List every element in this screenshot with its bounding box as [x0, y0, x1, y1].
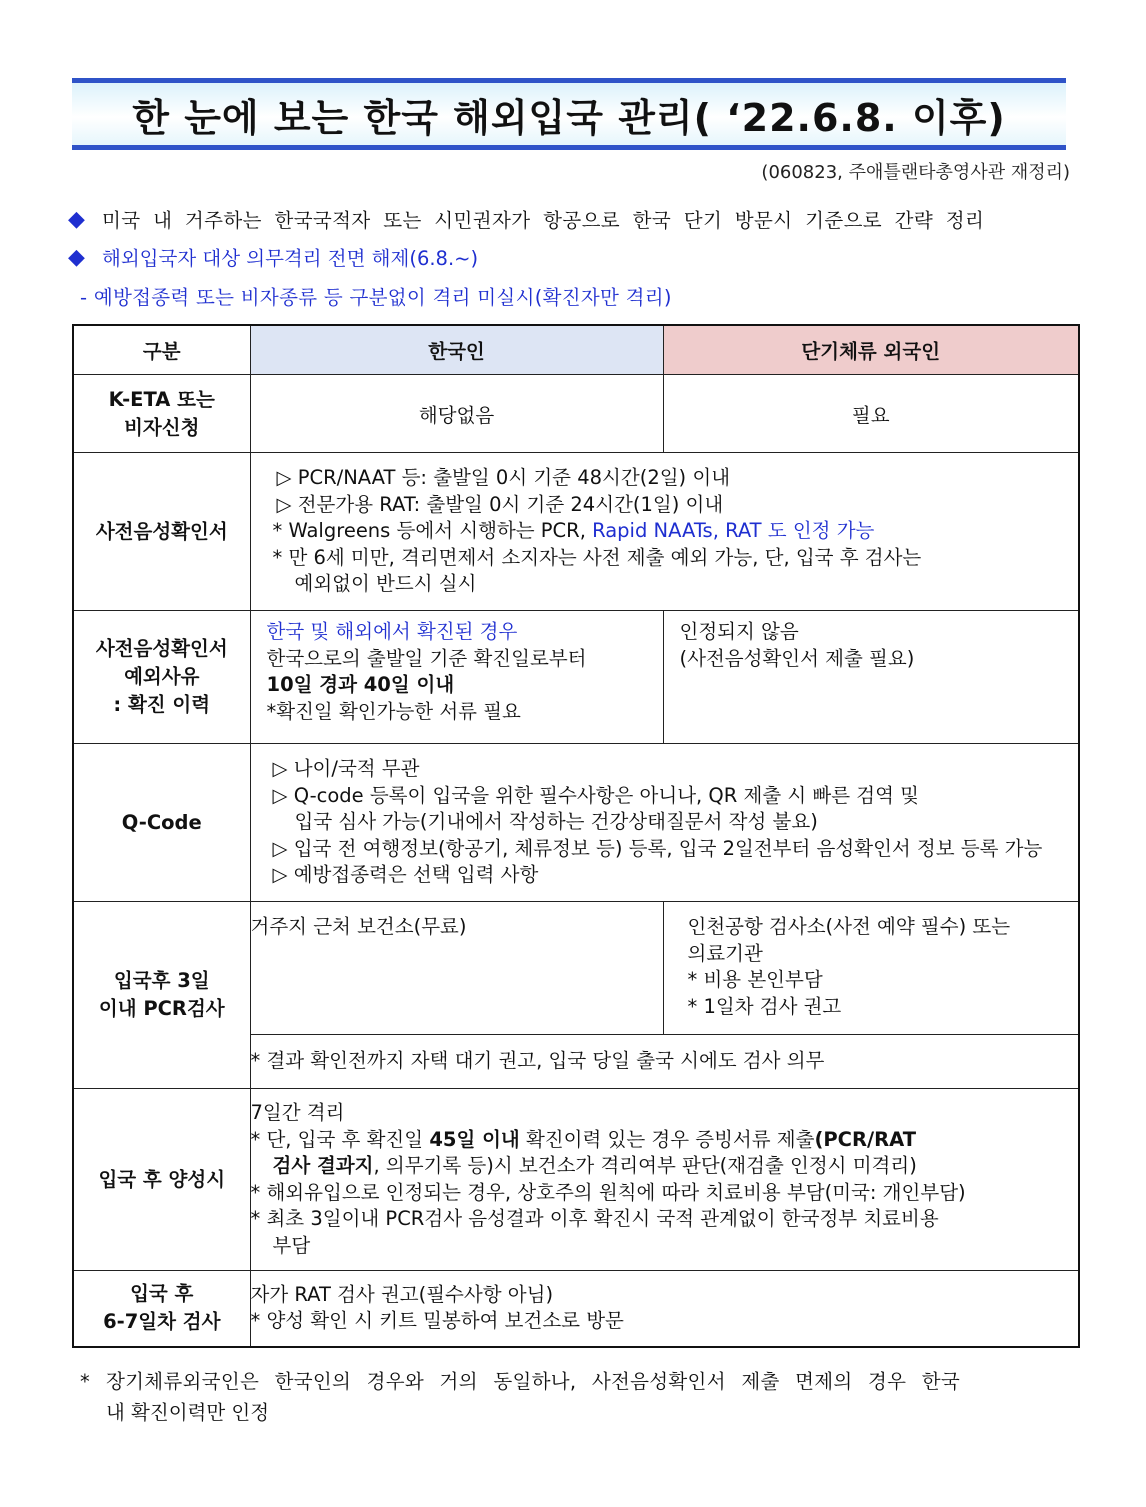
source-note: (060823, 주애틀랜타총영사관 재정리) — [761, 162, 1070, 183]
row-label-pretest: 사전음성확인서 — [73, 453, 250, 611]
asterisk-icon: * — [80, 1370, 91, 1393]
pretest-content: ▷ PCR/NAAT 등: 출발일 0시 기준 48시간(2일) 이내 ▷ 전문가용 RAT: 출발일 0시 기준 24시간(1일) 이내 * Walgreens 등에서 시행하는 PCR, Rapid NAATs, RAT 도 인정 가능 * 만 6세 미만, 격리면제서 소지자는 사전 제출 예외 가능, 단, 입국 후 검사는 예외없이 반드시 실시 — [250, 453, 1079, 611]
keta-foreigner: 필요 — [663, 375, 1079, 453]
diamond-icon: ◆ — [68, 206, 85, 232]
bullet-item — [68, 205, 1072, 233]
keta-korean: 해당없음 — [250, 375, 663, 453]
sub-note: - 예방접종력 또는 비자종류 등 구분없이 격리 미실시(확진자만 격리) — [80, 286, 672, 309]
table-row — [73, 453, 1079, 611]
table-row — [73, 1089, 1079, 1271]
table-row — [73, 744, 1079, 902]
row-label-day67: 입국 후 6-7일차 검사 — [73, 1271, 250, 1347]
header-korean: 한국인 — [250, 325, 663, 375]
row-label-exception: 사전음성확인서 예외사유 : 확진 이력 — [73, 611, 250, 744]
diamond-icon: ◆ — [68, 244, 85, 270]
qcode-content: ▷ 나이/국적 무관 ▷ Q-code 등록이 입국을 위한 필수사항은 아니나, QR 제출 시 빠른 검역 및 입국 심사 가능(기내에서 작성하는 건강상태질문서 작성 불요) ▷ 입국 전 여행정보(항공기, 체류정보 등) 등록, 입국 2일전부터 음성확인서 정보 등록 가능 ▷ 예방접종력은 선택 입력 사항 — [250, 744, 1079, 902]
row-label-positive: 입국 후 양성시 — [73, 1089, 250, 1271]
title-banner — [72, 78, 1066, 150]
table-row — [73, 375, 1079, 453]
table-row — [73, 902, 1079, 1035]
row-label-qcode: Q-Code — [73, 744, 250, 902]
page-title: 한 눈에 보는 한국 해외입국 관리( ‘22.6.8. 이후) — [132, 95, 1006, 140]
table-header-row — [73, 325, 1079, 375]
bullet-text: 해외입국자 대상 의무격리 전면 해제(6.8.~) — [102, 247, 479, 270]
header-category: 구분 — [73, 325, 250, 375]
footer-note: * 장기체류외국인은 한국인의 경우와 거의 동일하나, 사전음성확인서 제출 면제의 경우 한국 내 확진이력만 인정 — [80, 1366, 1072, 1428]
bullet-text: 미국 내 거주하는 한국국적자 또는 시민권자가 항공으로 한국 단기 방문시 기준으로 간략 정리 — [102, 209, 985, 232]
exception-korean: 한국 및 해외에서 확진된 경우 한국으로의 출발일 기준 확진일로부터 10일 경과 40일 이내 *확진일 확인가능한 서류 필요 — [250, 611, 663, 744]
entry-rules-table — [72, 324, 1080, 1348]
row-label-keta: K-ETA 또는 비자신청 — [73, 375, 250, 453]
positive-content: 7일간 격리 * 단, 입국 후 확진일 45일 이내 확진이력 있는 경우 증빙서류 제출(PCR/RAT 검사 결과지, 의무기록 등)시 보건소가 격리여부 판단(재검출 인정시 미격리) * 해외유입으로 인정되는 경우, 상호주의 원칙에 따라 치료비용 부담(미국: 개인부담) * 최초 3일이내 PCR검사 음성결과 이후 확진시 국적 관계없이 한국정부 치료비용 부담 — [250, 1089, 1079, 1271]
pcr3-korean: 거주지 근처 보건소(무료) — [250, 902, 663, 1035]
pcr3-common: * 결과 확인전까지 자택 대기 권고, 입국 당일 출국 시에도 검사 의무 — [250, 1035, 1079, 1089]
table-row — [73, 1271, 1079, 1347]
day67-content: 자가 RAT 검사 권고(필수사항 아님) * 양성 확인 시 키트 밀봉하여 보건소로 방문 — [250, 1271, 1079, 1347]
bullet-item — [68, 243, 478, 271]
header-foreigner: 단기체류 외국인 — [663, 325, 1079, 375]
table-row — [73, 611, 1079, 744]
row-label-pcr3: 입국후 3일 이내 PCR검사 — [73, 902, 250, 1089]
pcr3-foreigner: 인천공항 검사소(사전 예약 필수) 또는 의료기관 * 비용 본인부담 * 1일차 검사 권고 — [663, 902, 1079, 1035]
exception-foreigner: 인정되지 않음 (사전음성확인서 제출 필요) — [663, 611, 1079, 744]
